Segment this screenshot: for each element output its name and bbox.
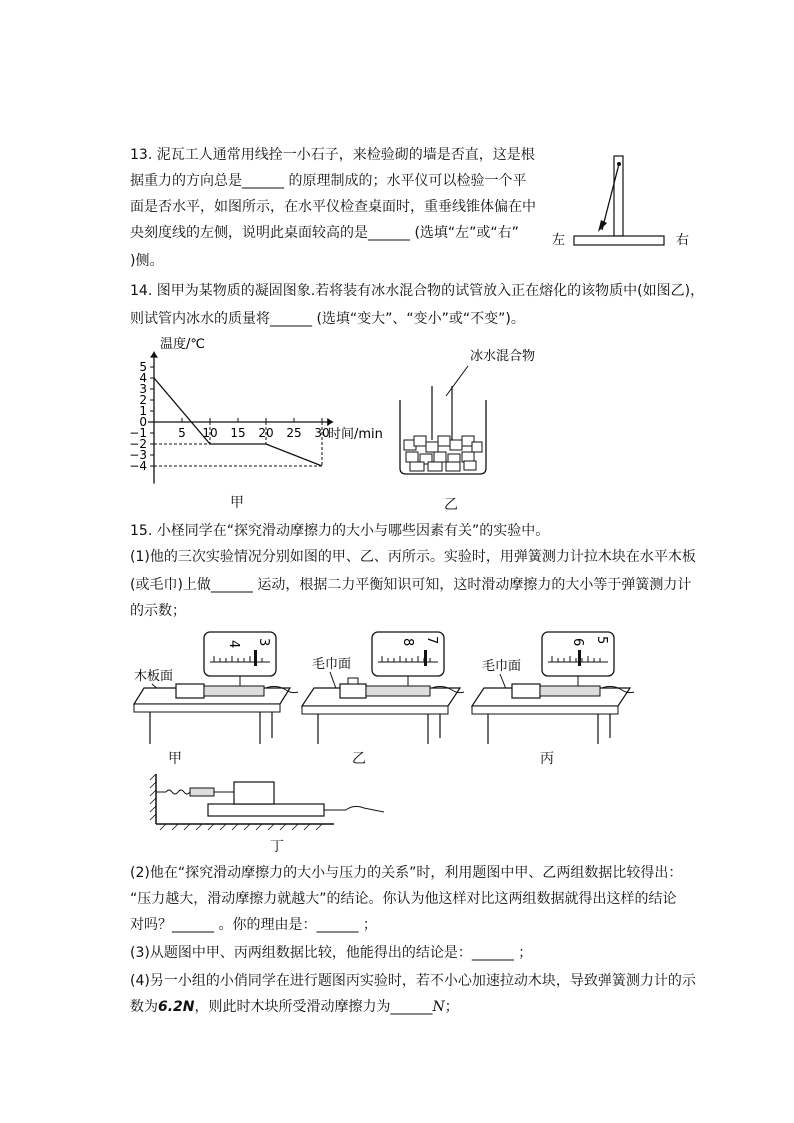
q15-part2-line-2: “压力越大，滑动摩擦力就越大”的结论。你认为他这样对比这两组数据就得出这样的结论 (130, 891, 677, 907)
spring-scale-jia (204, 686, 264, 696)
y-tick-label: 4 (139, 371, 147, 385)
gauge-pointer-jia (254, 650, 257, 666)
chart-y-axis-label: 温度/℃ (160, 337, 205, 352)
experiment-figure-bing (470, 628, 642, 748)
level-instrument-figure (548, 150, 698, 254)
q15-intro: 15. 小柽同学在“探究滑动摩擦力的大小与哪些因素有关”的实验中。 (130, 523, 550, 539)
y-tick-label: 0 (139, 415, 147, 429)
wood-block-ding (234, 782, 274, 804)
caption-jia-q14: 甲 (230, 495, 244, 511)
level-base (574, 236, 664, 245)
caption-yi-q15: 乙 (352, 751, 366, 767)
beaker-with-test-tube-figure (392, 340, 536, 480)
spring-ding (166, 790, 190, 794)
solidification-chart (120, 330, 383, 490)
mixture-label: 冰水混合物 (470, 349, 536, 364)
caption-yi-q14: 乙 (444, 497, 458, 513)
chart-axes (148, 352, 333, 484)
experiment-figure-ding (150, 772, 386, 832)
wall-hatching (150, 774, 156, 820)
q15-part3: (3)从题图中甲、丙两组数据比较，他能得出的结论是：______ ； (130, 945, 533, 961)
q13-line-2: 据重力的方向总是______ 的原理制成的；水平仪可以检验一个平 (130, 173, 527, 189)
y-tick-label: 3 (139, 382, 147, 396)
y-axis-arrow (150, 352, 158, 358)
caption-ding-q15: 丁 (270, 839, 284, 855)
gauge-mark-bing-a: 5 (594, 636, 609, 645)
q15-part1-line-1: (1)他的三次实验情况分别如图的甲、乙、丙所示。实验时，用弹簧测力计拉木块在水平木板 (130, 549, 696, 565)
table-top-yi (302, 706, 448, 714)
y-tick-label: −4 (129, 459, 147, 473)
q15-part4-line-1: (4)另一小组的小俏同学在进行题图丙实验时，若不小心加速拉动木块，导致弹簧测力计的示 (130, 973, 696, 989)
x-tick-label: 10 (202, 426, 218, 440)
gauge-pointer-yi (424, 650, 427, 666)
y-tick-label: 5 (139, 360, 147, 374)
weight-on-block (348, 678, 358, 684)
q15-part1-line-3: 的示数； (130, 603, 186, 619)
chart-x-axis-label: 时间/min (328, 427, 383, 442)
wood-block-jia (176, 684, 204, 698)
table-top-bing (472, 706, 618, 714)
gauge-mark-yi-b: 8 (400, 638, 415, 647)
plumb-bob (598, 220, 607, 232)
q13-line-1: 13. 泥瓦工人通常用线拴一小石子，来检验砌的墙是否直，这是根 (130, 147, 535, 163)
q13-line-5: )侧。 (130, 253, 164, 269)
part4-middle: ，则此时木块所受滑动摩擦力为______ (194, 999, 433, 1015)
x-tick-label: 30 (314, 426, 330, 440)
q14-line-1: 14. 图甲为某物质的凝固图象.若将装有冰水混合物的试管放入正在熔化的该物质中(如图乙)， (130, 283, 705, 299)
ice-cubes (404, 436, 482, 471)
y-tick-label: 1 (139, 404, 147, 418)
chart-ticks (129, 360, 329, 473)
part4-unit: N (432, 999, 445, 1015)
level-right-label: 右 (676, 233, 690, 248)
gauge-mark-jia-a: 3 (256, 638, 271, 647)
x-axis-arrow (327, 418, 333, 426)
hand-ding (346, 806, 384, 812)
gauge-mark-bing-b: 6 (570, 638, 585, 647)
towel-label-yi: 毛巾面 (312, 657, 352, 672)
q14-line-2: 则试管内冰水的质量将______ (选填“变大”、“变小”或“不变”)。 (130, 311, 525, 327)
x-tick-label: 15 (230, 426, 246, 440)
q13-line-4: 央刻度线的左侧，说明此桌面较高的是______ (选填“左”或“右” (130, 225, 519, 241)
caption-bing-q15: 丙 (540, 751, 554, 767)
gauge-mark-yi-a: 7 (424, 636, 439, 645)
table-top-jia (134, 704, 280, 712)
spring-scale-bing (540, 686, 600, 696)
experiment-figure-jia (130, 628, 300, 748)
towel-label-bing: 毛巾面 (482, 659, 522, 674)
part4-end: ； (444, 999, 459, 1015)
x-tick-label: 25 (286, 426, 302, 440)
gauge-mark-jia-b: 4 (226, 640, 241, 649)
y-tick-label: −1 (129, 426, 147, 440)
x-tick-label: 5 (178, 426, 186, 440)
experiment-figure-yi (300, 628, 468, 748)
q15-part2-line-3: 对吗？______ 。你的理由是：______ ； (130, 917, 377, 933)
part4-reading-value: 6.2N (158, 999, 195, 1015)
y-tick-label: −2 (129, 437, 147, 451)
y-tick-label: −3 (129, 448, 147, 462)
caption-jia-q15: 甲 (168, 751, 182, 767)
y-tick-label: 2 (139, 393, 147, 407)
wood-block-bing (512, 684, 540, 698)
level-left-label: 左 (552, 233, 566, 248)
wood-block-yi (340, 684, 366, 698)
spring-scale-ding (190, 788, 214, 796)
long-board (208, 804, 324, 816)
q13-line-3: 面是否水平，如图所示，在水平仪检查桌面时，重垂线锥体偏在中 (130, 199, 536, 215)
part4-prefix: 数为 (130, 999, 158, 1015)
x-tick-label: 20 (258, 426, 274, 440)
q15-part2-line-1: (2)他在“探究滑动摩擦力的大小与压力的关系”时，利用题图中甲、乙两组数据比较得出： (130, 865, 683, 881)
spring-scale-yi (366, 686, 430, 696)
floor-hatching (160, 824, 322, 830)
q15-part1-line-2: (或毛巾)上做______ 运动，根据二力平衡知识可知，这时滑动摩擦力的大小等于弹簧测力计 (130, 577, 692, 593)
board-label: 木板面 (134, 669, 174, 684)
mixture-pointer (446, 366, 468, 396)
gauge-pointer-bing (578, 650, 581, 666)
q15-part4-line-2 (130, 998, 459, 1016)
